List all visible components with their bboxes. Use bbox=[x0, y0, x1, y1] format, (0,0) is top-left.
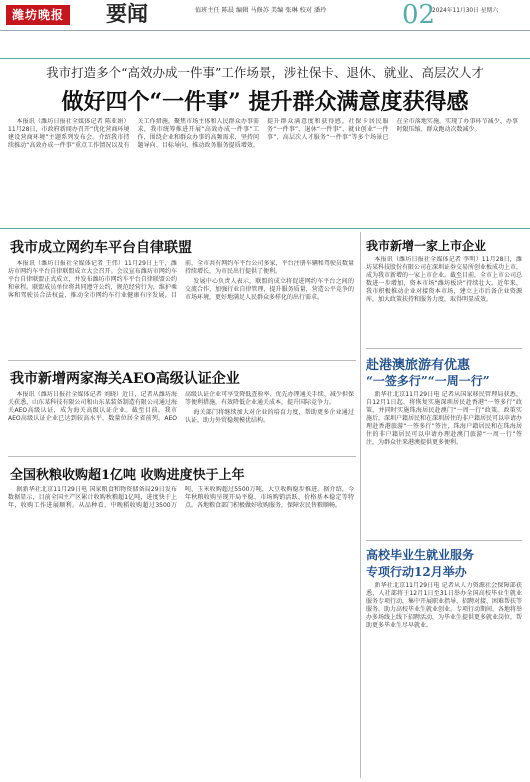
section-headline-hk-macao-1: 赴港澳旅游有优惠 bbox=[366, 358, 471, 373]
aeo-text-2: 海关部门将继续加大对企业的培育力度，帮助更多企业通过认证，助力外贸稳规模优结构。 bbox=[185, 409, 354, 424]
section-headline-graduates-1: 高校毕业生就业服务 bbox=[366, 548, 475, 562]
column-divider bbox=[360, 232, 361, 778]
lead-article-text: 本报讯（潍坊日报社全媒体记者 陈亚娟）11月28日，市政府新闻办召开“优化营商环境 建设营商环境”主题系列发布会。介绍我市持续推动“高效办成一件事”重点工作情况以及有关工作措施。聚焦市场主体和人民群众办事需求，我市统筹推进开展“高效办成一件事”工作，围绕企业和群众办事的高频需求，坚持问题导向、目标导向，推动政务服务提质增效，提升群众满意度和获得感。社保卡居民服务“一件事”、退休“一件事”、就业创业“一件事”、高层次人才服务“一件事”等多个场景已在全市落地实施，实现了办事环节减少、办事时限压缩、群众跑动次数减少。 bbox=[8, 118, 518, 149]
lead-sub-headline: 我市打造多个“高效办成一件事”工作场景，涉社保卡、退休、就业、高层次人才 bbox=[46, 65, 484, 80]
newspaper-logo: 潍坊晚报 bbox=[6, 5, 70, 25]
section-headline-grain: 全国秋粮收购超1亿吨 收购进度快于上年 bbox=[10, 468, 245, 483]
section-title: 要闻 bbox=[106, 1, 148, 26]
divider bbox=[366, 348, 522, 349]
divider bbox=[8, 360, 356, 361]
section-headline-hk-macao-2: “一签多行”“一周一行” bbox=[366, 374, 490, 388]
section-headline-graduates-2: 专项行动12月举办 bbox=[366, 565, 467, 579]
divider bbox=[0, 58, 530, 59]
divider bbox=[0, 228, 530, 229]
page-header bbox=[0, 0, 530, 31]
section-headline-aeo: 我市新增两家海关AEO高级认证企业 bbox=[10, 371, 240, 387]
listing-text: 本报讯（潍坊日报社全媒体记者 李明）11月28日，潍坊某科技股份有限公司在深圳证券交易所创业板成功上市，成为我市新增的一家上市企业。截至目前，全市上市公司总数进一步增加，资本市场“潍坊板块”持续壮大。近年来，我市积极推动企业对接资本市场，建立上市后备企业资源库，加大政策扶持和服务力度，取得明显成效。 bbox=[366, 256, 522, 303]
lead-article-body bbox=[8, 118, 518, 224]
editor-credits: 值班主任 陈晨 编辑 马修苏 美编 张琳 校对 潘玲 bbox=[195, 7, 327, 14]
issue-date: 2024年11月30日 星期六 bbox=[432, 8, 499, 14]
hk-macao-text: 新华社北京11月29日电 记者从国家移民管理局获悉，自12月1日起，将恢复实施深圳居民赴香港“一签多行”政策，并同时实施珠海居民赴澳门“一周一行”政策。政策实施后，深圳户籍居民和在深圳居住的非户籍居民可以申请办理赴香港旅游“一签多行”签注，珠海户籍居民和在珠海居住的非户籍居民可以申请办理赴澳门旅游“一周一行”签注，为群众往来港澳提供更多便利。 bbox=[366, 391, 522, 446]
divider bbox=[366, 540, 522, 541]
lead-main-headline: 做好四个“一件事” 提升群众满意度获得感 bbox=[61, 89, 469, 115]
divider bbox=[8, 456, 356, 457]
ride-hailing-text: 本报讯（潍坊日报社全媒体记者 王伟）11月29日上午，潍坊市网约车平台自律联盟成立大会召开。会议宣布潍坊市网约车平台自律联盟正式成立，并发布潍坊市网约车平台自律联盟公约和章程。联盟成员单位将共同遵守公约，规范经营行为，维护乘客和驾驶员合法权益，推动全市网约车行业健康有序发展。目前，全市共有网约车平台公司多家，平台注册车辆和驾驶员数量持续增长，为市民出行提供了便利。 bbox=[8, 260, 354, 299]
aeo-text: 本报讯（潍坊日报社全媒体记者 刘晓）近日，记者从潍坊海关获悉，山东某科技有限公司和山东某装备制造有限公司通过海关AEO高级认证，成为海关高级认证企业。截至目前，我市AEO高级认证企业已达到较高水平，数量位居全省前列。AEO高级认证企业可享受降低查验率、优先办理通关手续、减少担保等便利措施，有效降低企业通关成本，提升国际竞争力。 bbox=[8, 391, 354, 422]
grain-article bbox=[8, 486, 354, 774]
page-number: 02 bbox=[402, 0, 436, 30]
listing-article bbox=[366, 256, 522, 342]
ride-hailing-text-2: 发展中心负责人表示，联盟的成立将促进网约车平台之间的交流合作，加强行业自律管理，提升服务质量，营造公平竞争的市场环境，更好地满足人民群众多样化的出行需求。 bbox=[185, 278, 354, 301]
grain-text: 据新华社北京11月29日电 国家粮食和物资储备局29日发布数据显示，目前全国主产区累计收购秋粮超1亿吨，进度快于上年，收购工作进展顺利。从品种看，中晚稻收购超过3500万吨，玉米收购超过5500万吨，大豆收购稳步推进。据介绍，今年秋粮收购呈现开局平稳、市场购销活跃、价格基本稳定等特点。各地粮食部门积极做好收购服务，保障农民售粮顺畅。 bbox=[8, 486, 354, 509]
aeo-article bbox=[8, 391, 354, 451]
section-headline-listing: 我市新增一家上市企业 bbox=[366, 239, 487, 253]
graduates-article bbox=[366, 582, 522, 774]
section-headline-ride-hailing: 我市成立网约车平台自律联盟 bbox=[10, 240, 192, 256]
hk-macao-article bbox=[366, 391, 522, 533]
graduates-text: 新华社北京11月29日电 记者从人力资源社会保障部获悉，人社部将于12月1日至31日举办全国高校毕业生就业服务专项行动，集中开展职业指导、招聘对接、困难帮扶等服务，助力高校毕业生就业创业。专项行动期间，各地将举办多场线上线下招聘活动，为毕业生提供更多就业岗位，帮助更多毕业生尽早就业。 bbox=[366, 582, 522, 629]
ride-hailing-article bbox=[8, 260, 354, 354]
